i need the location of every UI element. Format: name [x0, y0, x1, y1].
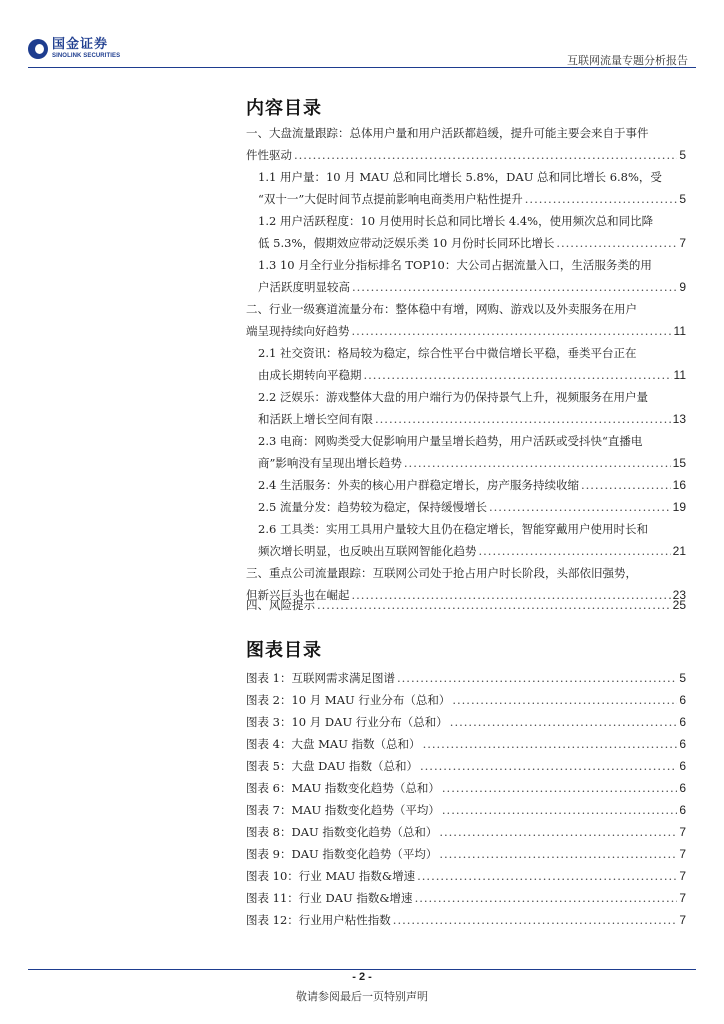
page-header: [28, 38, 696, 66]
toc-entry-2[interactable]: 二、行业一级赛道流量分布：整体稳中有增，网购、游戏以及外卖服务在用户 端呈现持续向好趋势 ..... 11: [246, 298, 686, 342]
toc-leader-dots: [404, 452, 671, 474]
toc-page-number: 5: [679, 148, 686, 162]
figure-entry-5[interactable]: 图表 5：大盘 DAU 指数（总和） ..... 6: [246, 755, 686, 777]
toc-page-number: 25: [672, 598, 686, 612]
logo-en-text: SINOLINK SECURITIES: [52, 53, 121, 59]
figure-entry-10[interactable]: 图表 10：行业 MAU 指数&增速 ..... 7: [246, 865, 686, 887]
figure-leader-dots: [415, 887, 678, 909]
figure-entry-3[interactable]: 图表 3：10 月 DAU 行业分布（总和） ..... 6: [246, 711, 686, 733]
toc-page-number: 23: [672, 588, 686, 602]
figure-entry-12[interactable]: 图表 12：行业用户粘性指数 ..... 7: [246, 909, 686, 931]
toc-entry-2-2[interactable]: 2.2 泛娱乐：游戏整体大盘的用户端行为仍保持景气上升，视频服务在用户量 和活跃上增长空间有限 ..... 13: [258, 386, 686, 430]
toc-leader-dots: [364, 364, 672, 386]
toc-leader-dots: [375, 408, 671, 430]
figure-page-number: 7: [679, 825, 686, 839]
figure-entry-9[interactable]: 图表 9：DAU 指数变化趋势（平均） ..... 7: [246, 843, 686, 865]
toc-page-number: 7: [679, 236, 686, 250]
toc-page-number: 19: [672, 500, 686, 514]
company-logo: [28, 38, 120, 59]
toc-entry-2-4[interactable]: 2.4 生活服务：外卖的核心用户群稳定增长，房产服务持续收缩 ..... 16: [258, 474, 686, 496]
toc-entry-1-3[interactable]: 1.3 10 月全行业分指标排名 TOP10：大公司占据流量入口，生活服务类的用 户活跃度明显较高 ..... 9: [258, 254, 686, 298]
toc-entry-3[interactable]: 三、重点公司流量跟踪：互联网公司处于抢占用户时长阶段，头部依旧强势， 但新兴巨头也在崛起 ..... 23: [246, 562, 686, 606]
figure-entry-11[interactable]: 图表 11：行业 DAU 指数&增速 ..... 7: [246, 887, 686, 909]
footer-divider: [28, 969, 696, 970]
toc-entry-2-1[interactable]: 2.1 社交资讯：格局较为稳定，综合性平台中微信增长平稳，垂类平台正在 由成长期转向平稳期 ..... 11: [258, 342, 686, 386]
figure-entry-7[interactable]: 图表 7：MAU 指数变化趋势（平均） ..... 6: [246, 799, 686, 821]
header-divider: [28, 67, 696, 68]
figure-leader-dots: [452, 689, 677, 711]
toc-entry-1-1[interactable]: 1.1 用户量：10 月 MAU 总和同比增长 5.8%，DAU 总和同比增长 6.8%，受 “双十一”大促时间节点提前影响电商类用户粘性提升 ..... 5: [258, 166, 686, 210]
figure-leader-dots: [442, 799, 677, 821]
disclaimer-note: 敬请参阅最后一页特别声明: [296, 990, 428, 1003]
figure-page-number: 6: [679, 781, 686, 795]
figure-page-number: 6: [679, 803, 686, 817]
figure-page-number: 6: [679, 715, 686, 729]
toc-leader-dots: [489, 496, 671, 518]
toc-leader-dots: [352, 276, 677, 298]
toc-entry-2-3[interactable]: 2.3 电商：网购类受大促影响用户量呈增长趋势，用户活跃或受抖快“直播电 商”影响没有呈现出增长趋势 ..... 15: [258, 430, 686, 474]
figure-page-number: 7: [679, 913, 686, 927]
figure-page-number: 6: [679, 759, 686, 773]
figure-entry-1[interactable]: 图表 1：互联网需求满足图谱 ..... 5: [246, 667, 686, 689]
figure-page-number: 7: [679, 891, 686, 905]
figure-entry-6[interactable]: 图表 6：MAU 指数变化趋势（总和） ..... 6: [246, 777, 686, 799]
figure-entry-4[interactable]: 图表 4：大盘 MAU 指数（总和） ..... 6: [246, 733, 686, 755]
figure-leader-dots: [423, 733, 678, 755]
toc-title: 内容目录: [246, 98, 322, 119]
figure-leader-dots: [420, 755, 677, 777]
figure-leader-dots: [439, 821, 677, 843]
figure-page-number: 5: [679, 671, 686, 685]
toc-entry-4[interactable]: 四、风险提示 ..... 25: [246, 594, 686, 616]
toc-page-number: 9: [679, 280, 686, 294]
toc-page-number: 5: [679, 192, 686, 206]
toc-entry-2-6[interactable]: 2.6 工具类：实用工具用户量较大且仍在稳定增长，智能穿戴用户使用时长和 频次增长明显，也反映出互联网智能化趋势 ..... 21: [258, 518, 686, 562]
toc-leader-dots: [294, 144, 677, 166]
toc-page-number: 16: [672, 478, 686, 492]
toc-entry-1[interactable]: 一、大盘流量跟踪：总体用户量和用户活跃都趋缓，提升可能主要会来自于事件 件性驱动 ..... 5: [246, 122, 686, 166]
figure-list-title: 图表目录: [246, 640, 322, 661]
figure-leader-dots: [450, 711, 678, 733]
figure-leader-dots: [439, 843, 677, 865]
figure-leader-dots: [393, 909, 678, 931]
toc-leader-dots: [352, 320, 672, 342]
toc-page-number: 11: [673, 324, 686, 338]
toc-page-number: 21: [672, 544, 686, 558]
figure-entry-8[interactable]: 图表 8：DAU 指数变化趋势（总和） ..... 7: [246, 821, 686, 843]
figure-entry-2[interactable]: 图表 2：10 月 MAU 行业分布（总和） ..... 6: [246, 689, 686, 711]
figure-leader-dots: [442, 777, 677, 799]
logo-icon: [28, 39, 48, 59]
toc-leader-dots: [525, 188, 678, 210]
toc-page-number: 13: [672, 412, 686, 426]
figure-page-number: 7: [679, 847, 686, 861]
figure-page-number: 7: [679, 869, 686, 883]
page-number: - 2 -: [352, 971, 372, 983]
toc-page-number: 11: [673, 368, 686, 382]
toc-leader-dots: [581, 474, 671, 496]
figure-leader-dots: [397, 667, 677, 689]
toc-entry-2-5[interactable]: 2.5 流量分发：趋势较为稳定，保持缓慢增长 ..... 19: [258, 496, 686, 518]
toc-leader-dots: [556, 232, 677, 254]
toc-page-number: 15: [672, 456, 686, 470]
figure-page-number: 6: [679, 693, 686, 707]
logo-cn-text: 国金证券: [52, 37, 109, 52]
figure-page-number: 6: [679, 737, 686, 751]
toc-leader-dots: [317, 594, 671, 616]
toc-entry-1-2[interactable]: 1.2 用户活跃程度：10 月使用时长总和同比增长 4.4%，使用频次总和同比降 低 5.3%，假期效应带动泛娱乐类 10 月份时长同环比增长 ..... 7: [258, 210, 686, 254]
figure-leader-dots: [417, 865, 677, 887]
report-title: 互联网流量专题分析报告: [567, 54, 688, 67]
toc-leader-dots: [479, 540, 671, 562]
